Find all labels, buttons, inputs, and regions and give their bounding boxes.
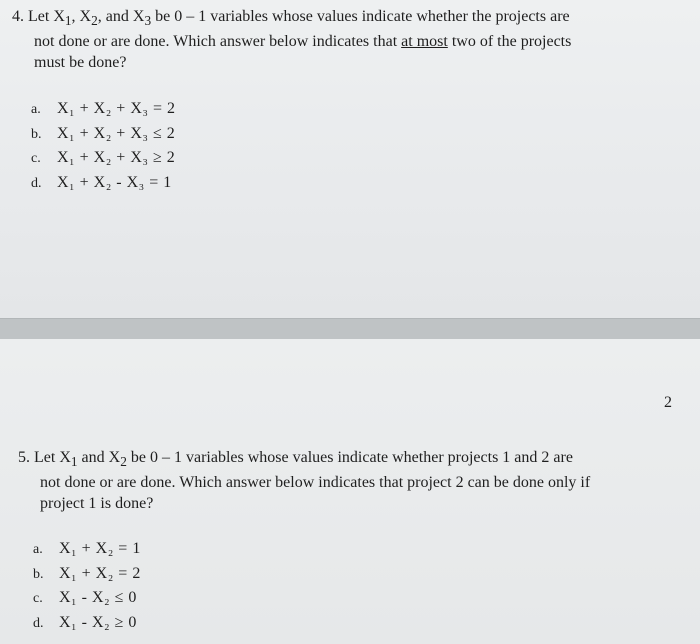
question-4-text: 4. Let X — [12, 8, 65, 25]
option-letter: a. — [31, 102, 41, 117]
option-letter: b. — [31, 126, 42, 142]
option-c[interactable] — [31, 146, 175, 171]
option-letter: c. — [31, 151, 41, 166]
option-letter: d. — [31, 175, 42, 191]
question-4-text: be 0 – 1 variables whose values indicate whether the projects are — [151, 8, 570, 25]
option-expression: X₁ - X₂ ≥ 0 — [59, 613, 137, 631]
option-letter: a. — [33, 542, 43, 557]
question-5-text: 5. Let X — [18, 449, 71, 466]
option-letter: d. — [33, 615, 44, 631]
question-4-options — [31, 97, 175, 195]
question-5-text: and X — [77, 449, 121, 466]
option-expression: X₁ + X₂ - X₃ = 1 — [57, 173, 172, 191]
emphasis-at-most: at most — [401, 33, 448, 51]
question-5-options — [33, 537, 141, 635]
question-4 — [12, 6, 682, 73]
option-expression: X₁ + X₂ + X₃ ≤ 2 — [57, 124, 176, 142]
page-divider — [0, 318, 700, 340]
option-b[interactable] — [31, 122, 175, 147]
question-5-line-2: not done or are done. Which answer below indicates that project 2 can be done only if — [40, 474, 591, 492]
question-4-line-3: must be done? — [34, 54, 127, 72]
option-expression: X₁ + X₂ + X₃ ≥ 2 — [57, 149, 176, 166]
page-number: 2 — [664, 394, 672, 411]
question-5 — [18, 447, 686, 514]
option-a[interactable] — [31, 97, 175, 122]
question-5-line-1: 5. Let $X_1$ and $X_2$ be 0 – 1 variables whose values indicate whether projects 1 and 2 are — [18, 449, 573, 470]
question-4-line-1: 4. Let $X_1$, $X_2$, and $X_3$ be 0 – 1 variables whose values indicate whether the projects are — [12, 8, 570, 29]
option-letter: c. — [33, 591, 43, 606]
question-5-text: be 0 – 1 variables whose values indicate whether projects 1 and 2 are — [126, 449, 573, 466]
question-5-line-3: project 1 is done? — [40, 495, 154, 513]
option-expression: X₁ + X₂ + X₃ = 2 — [57, 100, 176, 117]
question-4-text: , and X — [97, 8, 145, 25]
option-expression: X₁ + X₂ = 1 — [59, 540, 141, 557]
option-expression: X₁ + X₂ = 2 — [59, 564, 141, 582]
option-letter: b. — [33, 566, 44, 582]
option-d[interactable] — [31, 171, 175, 196]
question-4-line-2 — [12, 31, 682, 52]
option-d[interactable] — [33, 611, 141, 636]
question-4-text: two of the projects — [447, 33, 572, 51]
option-expression: X₁ - X₂ ≤ 0 — [59, 589, 137, 606]
question-4-text: not done or are done. Which answer below indicates that — [34, 33, 398, 51]
option-b[interactable] — [33, 562, 141, 587]
option-c[interactable] — [33, 586, 141, 611]
option-a[interactable] — [33, 537, 141, 562]
